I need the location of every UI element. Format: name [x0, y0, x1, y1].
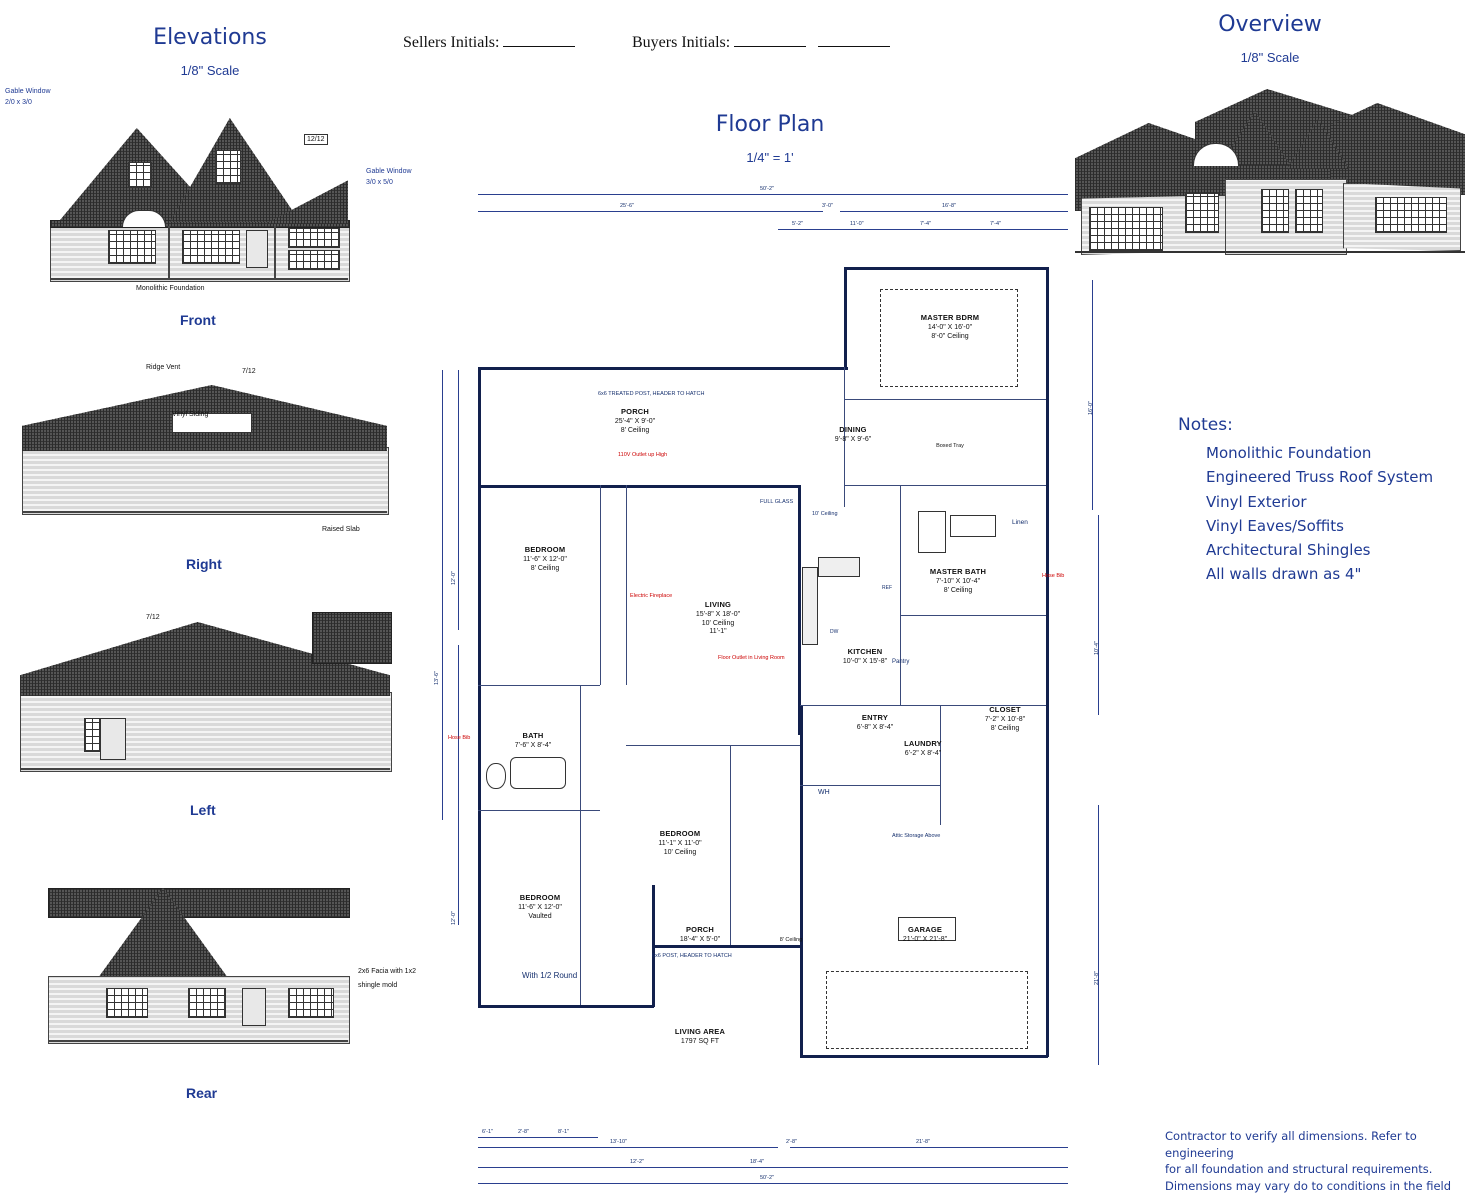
room-closet-note: 8' Ceiling	[990, 724, 1020, 732]
disclaimer-line-2: for all foundation and structural requirements.	[1165, 1162, 1433, 1177]
room-porch-rear-size: 18'-4" X 5'-0"	[679, 935, 721, 943]
annotation-full-glass: FULL GLASS	[760, 499, 794, 505]
room-master-bedroom-size: 14'-0" X 16'-0"	[927, 323, 973, 331]
room-garage-name: GARAGE	[907, 925, 943, 934]
toilet-fixture	[486, 763, 506, 789]
room-bedroom-2-note: 10' Ceiling	[663, 848, 697, 856]
room-living	[668, 600, 768, 637]
sellers-initials-blank[interactable]	[503, 32, 575, 47]
room-master-bedroom-note: 8'-0" Ceiling	[931, 332, 969, 340]
room-bedroom-3-note: Vaulted	[528, 912, 552, 920]
raised-slab-label: Raised Slab	[322, 526, 360, 533]
fascia-note-1: 2x6 Facia with 1x2	[358, 968, 416, 975]
room-laundry	[878, 739, 968, 759]
living-area-value: 1797 SQ FT	[680, 1037, 720, 1045]
room-bedroom-1-name: BEDROOM	[524, 545, 566, 554]
room-closet-name: CLOSET	[989, 705, 1021, 714]
dim-top-2: 3'-0"	[822, 203, 833, 209]
room-dining	[808, 425, 898, 445]
dim-top-4: 5'-2"	[792, 221, 803, 227]
room-bedroom-1	[495, 545, 595, 573]
room-entry-size: 6'-8" X 8'-4"	[856, 723, 894, 731]
vinyl-siding-label: Vinyl Siding	[172, 411, 209, 418]
room-porch-front-name: PORCH	[620, 407, 650, 416]
room-entry-name: ENTRY	[861, 713, 889, 722]
overview-rendering	[1075, 75, 1465, 265]
note-item-0: Monolithic Foundation	[1206, 444, 1372, 462]
dim-right-2: 21'-8"	[1094, 970, 1100, 985]
room-dining-size: 9'-8" X 9'-6"	[834, 435, 872, 443]
buyers-initials-blank-2[interactable]	[818, 32, 890, 47]
room-bedroom-2-name: BEDROOM	[659, 829, 701, 838]
gable-window-size-2: 3/0 x 5/0	[366, 179, 393, 186]
annotation-pantry: Pantry	[892, 659, 910, 665]
room-closet-size: 7'-2" X 10'-8"	[984, 715, 1026, 723]
dim-top-7: 7'-4"	[990, 221, 1001, 227]
dim-left-1: 12'-0"	[451, 570, 457, 585]
room-bath-size: 7'-6" X 8'-4"	[514, 741, 552, 749]
sellers-initials-label	[403, 32, 575, 52]
notes-block	[1178, 415, 1433, 587]
porch-rear-ceiling-note: 8' Ceiling	[779, 937, 803, 943]
room-master-bath-size: 7'-10" X 10'-4"	[935, 577, 981, 585]
room-master-bedroom-name: MASTER BDRM	[920, 313, 980, 322]
left-caption: Left	[190, 802, 216, 818]
annotation-attic-storage: Attic Storage Above	[892, 833, 941, 839]
room-bedroom-3	[485, 893, 595, 921]
overview-title: Overview	[1218, 12, 1322, 37]
room-bedroom-2	[625, 829, 735, 857]
floor-plan-scale: 1/4" = 1'	[746, 150, 794, 165]
buyers-initials-blank-1[interactable]	[734, 32, 806, 47]
annotation-110v-outlet: 110V Outlet up High	[618, 452, 668, 458]
rear-elevation	[48, 888, 348, 1048]
annotation-post-header: 6x6 TREATED POST, HEADER TO HATCH	[598, 391, 705, 397]
notes-list	[1178, 441, 1433, 587]
dim-bottom-7: 6'-1"	[482, 1129, 493, 1135]
pitch-front-label: 12/12	[304, 134, 328, 145]
dim-top-overall: 50'-2"	[760, 186, 775, 192]
dim-top-1: 25'-6"	[620, 203, 635, 209]
room-bedroom-2-size: 11'-1" X 11'-0"	[658, 839, 702, 847]
room-bedroom-1-note: 8' Ceiling	[530, 564, 560, 572]
counter-fixture	[802, 567, 818, 645]
dim-bottom-1: 18'-4"	[750, 1159, 765, 1165]
dim-bottom-2: 21'-8"	[916, 1139, 931, 1145]
annotation-10-ceiling: 10' Ceiling	[812, 511, 838, 517]
note-item-4: Architectural Shingles	[1206, 541, 1371, 560]
annotation-hose-bib-left: Hose Bib	[448, 735, 471, 741]
annotation-half-round: With 1/2 Round	[522, 971, 578, 980]
dim-bottom-8: 8'-1"	[558, 1129, 569, 1135]
annotation-post-header-rear: 6x6 POST, HEADER TO HATCH	[652, 953, 732, 959]
pitch-right-label: 7/12	[242, 368, 256, 375]
room-entry	[830, 713, 920, 733]
dim-left-2: 12'-0"	[451, 910, 457, 925]
living-area-block	[645, 1027, 755, 1047]
elevations-scale: 1/8" Scale	[180, 63, 240, 78]
annotation-floor-outlet: Floor Outlet in Living Room	[718, 655, 785, 661]
room-porch-front-note: 8' Ceiling	[620, 426, 650, 434]
floor-plan-drawing	[430, 185, 1110, 1195]
room-kitchen-name: KITCHEN	[847, 647, 883, 656]
room-living-note2: 11'-1"	[709, 628, 727, 636]
room-laundry-name: LAUNDRY	[904, 739, 942, 748]
annotation-linen: Linen	[1012, 519, 1028, 526]
dim-bottom-0: 50'-2"	[760, 1175, 775, 1181]
gable-window-size-1: 2/0 x 3/0	[5, 99, 32, 106]
note-item-3: Vinyl Eaves/Soffits	[1206, 516, 1344, 535]
annotation-electric-fireplace: Electric Fireplace	[630, 593, 673, 599]
disclaimer-line-1: Contractor to verify all dimensions. Refer to engineering	[1165, 1129, 1417, 1160]
gable-window-note-1: Gable Window	[5, 88, 51, 95]
disclaimer-block	[1165, 1128, 1475, 1195]
sellers-initials-text: Sellers Initials:	[403, 34, 500, 51]
fascia-note-2: shingle mold	[358, 982, 398, 989]
room-living-note: 10' Ceiling	[701, 619, 735, 627]
room-bedroom-3-name: BEDROOM	[519, 893, 561, 902]
room-laundry-size: 6'-2" X 8'-4"	[904, 749, 942, 757]
tub-fixture	[510, 757, 566, 789]
room-master-bath-name: MASTER BATH	[929, 567, 987, 576]
room-master-bedroom	[870, 313, 1030, 341]
shower-fixture	[918, 511, 946, 553]
left-elevation	[20, 600, 390, 770]
floor-plan-title: Floor Plan	[715, 112, 825, 137]
boxed-tray-note: Boxed Tray	[936, 443, 964, 449]
dim-bottom-5: 2'-8"	[786, 1139, 797, 1145]
pitch-left-label: 7/12	[146, 614, 160, 621]
ridge-vent-label: Ridge Vent	[146, 364, 181, 371]
gable-window-note-2: Gable Window	[366, 168, 412, 175]
annotation-hose-bib-right: Hose Bib	[1042, 573, 1065, 579]
room-garage	[870, 925, 980, 945]
notes-title: Notes:	[1178, 415, 1233, 435]
room-closet	[950, 705, 1060, 733]
dim-right-1: 10'-4"	[1094, 640, 1100, 655]
dim-top-5: 11'-0"	[850, 221, 864, 227]
right-caption: Right	[186, 556, 222, 572]
annotation-dishwasher: DW	[830, 629, 839, 635]
room-bedroom-3-size: 11'-6" X 12'-0"	[518, 903, 562, 911]
room-master-bath	[898, 567, 1018, 595]
buyers-initials-text: Buyers Initials:	[632, 34, 731, 51]
room-porch-rear-name: PORCH	[685, 925, 715, 934]
room-bedroom-1-size: 11'-6" X 12'-0"	[523, 555, 567, 563]
room-porch-rear	[645, 925, 755, 945]
room-porch-front-size: 25'-4" X 9'-0"	[614, 417, 656, 425]
room-bath-name: BATH	[522, 731, 544, 740]
right-elevation	[22, 385, 387, 513]
room-bath	[488, 731, 578, 751]
dim-right-0: 16'-0"	[1088, 400, 1094, 415]
dim-bottom-3: 12'-2"	[630, 1159, 645, 1165]
dim-bottom-4: 13'-10"	[610, 1139, 628, 1145]
note-item-2: Vinyl Exterior	[1206, 492, 1307, 511]
room-living-size: 15'-8" X 18'-0"	[695, 610, 741, 618]
overview-scale: 1/8" Scale	[1240, 50, 1300, 65]
monolithic-foundation-note: Monolithic Foundation	[136, 285, 205, 292]
dim-left-0: 13'-6"	[434, 670, 440, 685]
front-caption: Front	[180, 312, 216, 328]
dim-top-6: 7'-4"	[920, 221, 931, 227]
annotation-refrigerator: REF	[882, 585, 892, 591]
room-dining-name: DINING	[839, 425, 867, 434]
disclaimer-line-3: Dimensions may vary do to conditions in the field	[1165, 1179, 1452, 1194]
room-master-bath-note: 8' Ceiling	[943, 586, 973, 594]
dim-bottom-6: 2'-8"	[518, 1129, 529, 1135]
room-living-name: LIVING	[704, 600, 732, 609]
dim-top-3: 16'-8"	[942, 203, 957, 209]
room-garage-size: 21'-0" X 21'-8"	[902, 935, 948, 943]
room-porch-front	[580, 407, 690, 435]
note-item-5: All walls drawn as 4"	[1206, 565, 1362, 584]
room-kitchen-size: 10'-0" X 15'-8"	[842, 657, 888, 665]
buyers-initials-label	[632, 32, 890, 52]
island-fixture	[818, 557, 860, 577]
note-item-1: Engineered Truss Roof System	[1206, 468, 1434, 487]
vanity-fixture	[950, 515, 996, 537]
living-area-label: LIVING AREA	[674, 1027, 726, 1036]
elevations-title: Elevations	[153, 25, 267, 50]
annotation-water-heater: WH	[818, 789, 830, 796]
rear-caption: Rear	[186, 1085, 218, 1101]
